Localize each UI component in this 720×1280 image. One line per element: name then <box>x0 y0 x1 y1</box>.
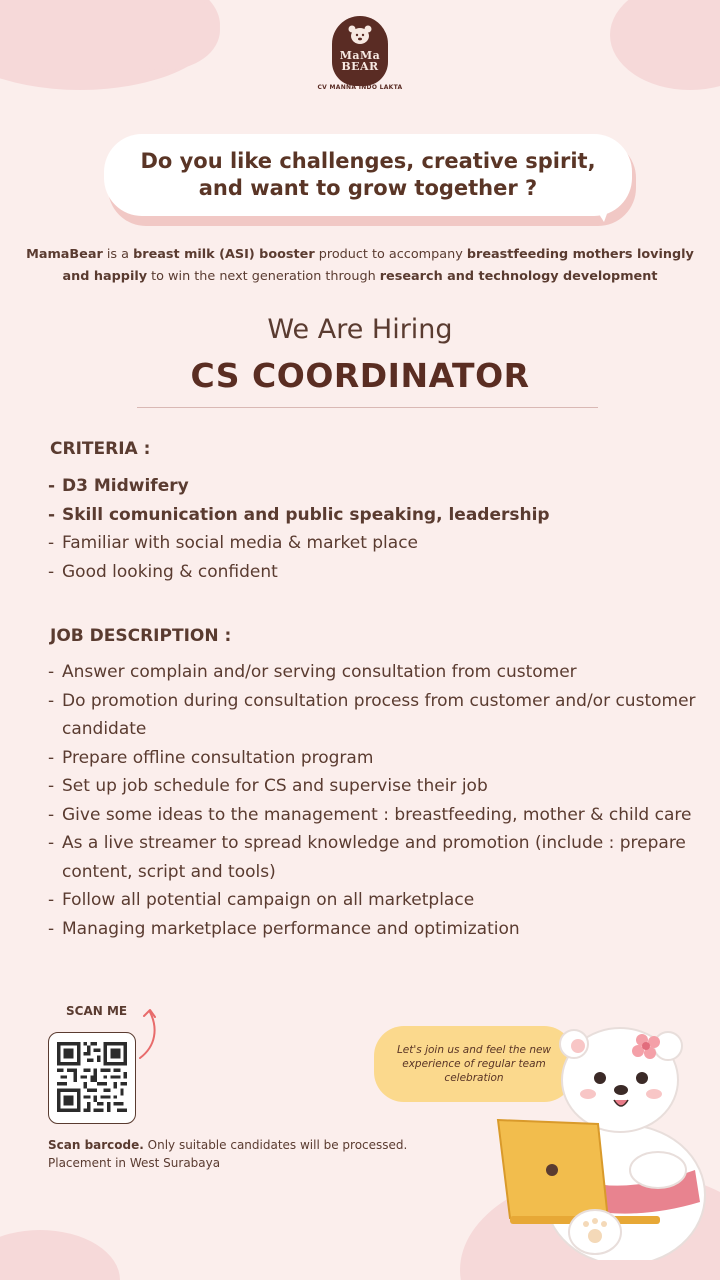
headline-text: Do you like challenges, creative spirit, and want to grow together ? <box>140 149 596 200</box>
intro-paragraph: MamaBear is a breast milk (ASI) booster product to accompany breastfeeding mothers lovingly and happily to win the next generation through research and technology development <box>26 247 694 284</box>
list-item: - Answer complain and/or serving consultation from customer <box>48 658 698 687</box>
list-item: - Prepare offline consultation program <box>48 744 698 773</box>
divider <box>137 407 598 408</box>
criteria-list <box>48 472 698 586</box>
job-description-list <box>48 658 698 943</box>
qr-code-icon[interactable] <box>57 1042 127 1112</box>
join-message: Let's join us and feel the new experience of regular team celebration <box>396 1044 552 1084</box>
logo-badge <box>332 16 388 86</box>
criteria-title: CRITERIA : <box>50 439 151 459</box>
list-item: - Follow all potential campaign on all marketplace <box>48 886 698 915</box>
list-item: - Managing marketplace performance and optimization <box>48 915 698 944</box>
headline-bubble-tail <box>590 200 612 222</box>
bg-blob-top-right <box>610 0 720 90</box>
list-item: - Familiar with social media & market place <box>48 529 698 558</box>
list-item: - Good looking & confident <box>48 558 698 587</box>
scan-me-label: SCAN ME <box>66 1004 128 1018</box>
company-name: CV MANNA INDO LAKTA <box>317 84 403 91</box>
placement-text: Placement in West Surabaya <box>48 1156 221 1170</box>
headline-bubble <box>104 134 632 216</box>
list-item: - As a live streamer to spread knowledge and promotion (include : prepare content, script and tools) <box>48 829 698 886</box>
brand-logo <box>314 12 406 108</box>
list-item: - Do promotion during consultation process from customer and/or customer candidate <box>48 687 698 744</box>
list-item: - Set up job schedule for CS and supervise their job <box>48 772 698 801</box>
scan-note: Scan barcode. Only suitable candidates will be processed. Placement in West Surabaya <box>48 1136 448 1172</box>
hiring-label: We Are Hiring <box>267 314 453 345</box>
curved-arrow-icon <box>136 1006 166 1062</box>
bear-mascot-icon <box>490 1020 720 1260</box>
list-item: - Give some ideas to the management : breastfeeding, mother & child care <box>48 801 698 830</box>
list-item: - D3 Midwifery <box>48 472 698 501</box>
bg-blob-bottom-left <box>0 1230 120 1280</box>
position-title: CS COORDINATOR <box>190 356 530 395</box>
qr-code[interactable] <box>48 1032 136 1124</box>
list-item: - Skill comunication and public speaking, leadership <box>48 501 698 530</box>
logo-wordmark: MaMa BEAR <box>339 49 381 73</box>
mamabear-logo-icon <box>347 24 373 46</box>
job-description-title: JOB DESCRIPTION : <box>50 626 232 646</box>
